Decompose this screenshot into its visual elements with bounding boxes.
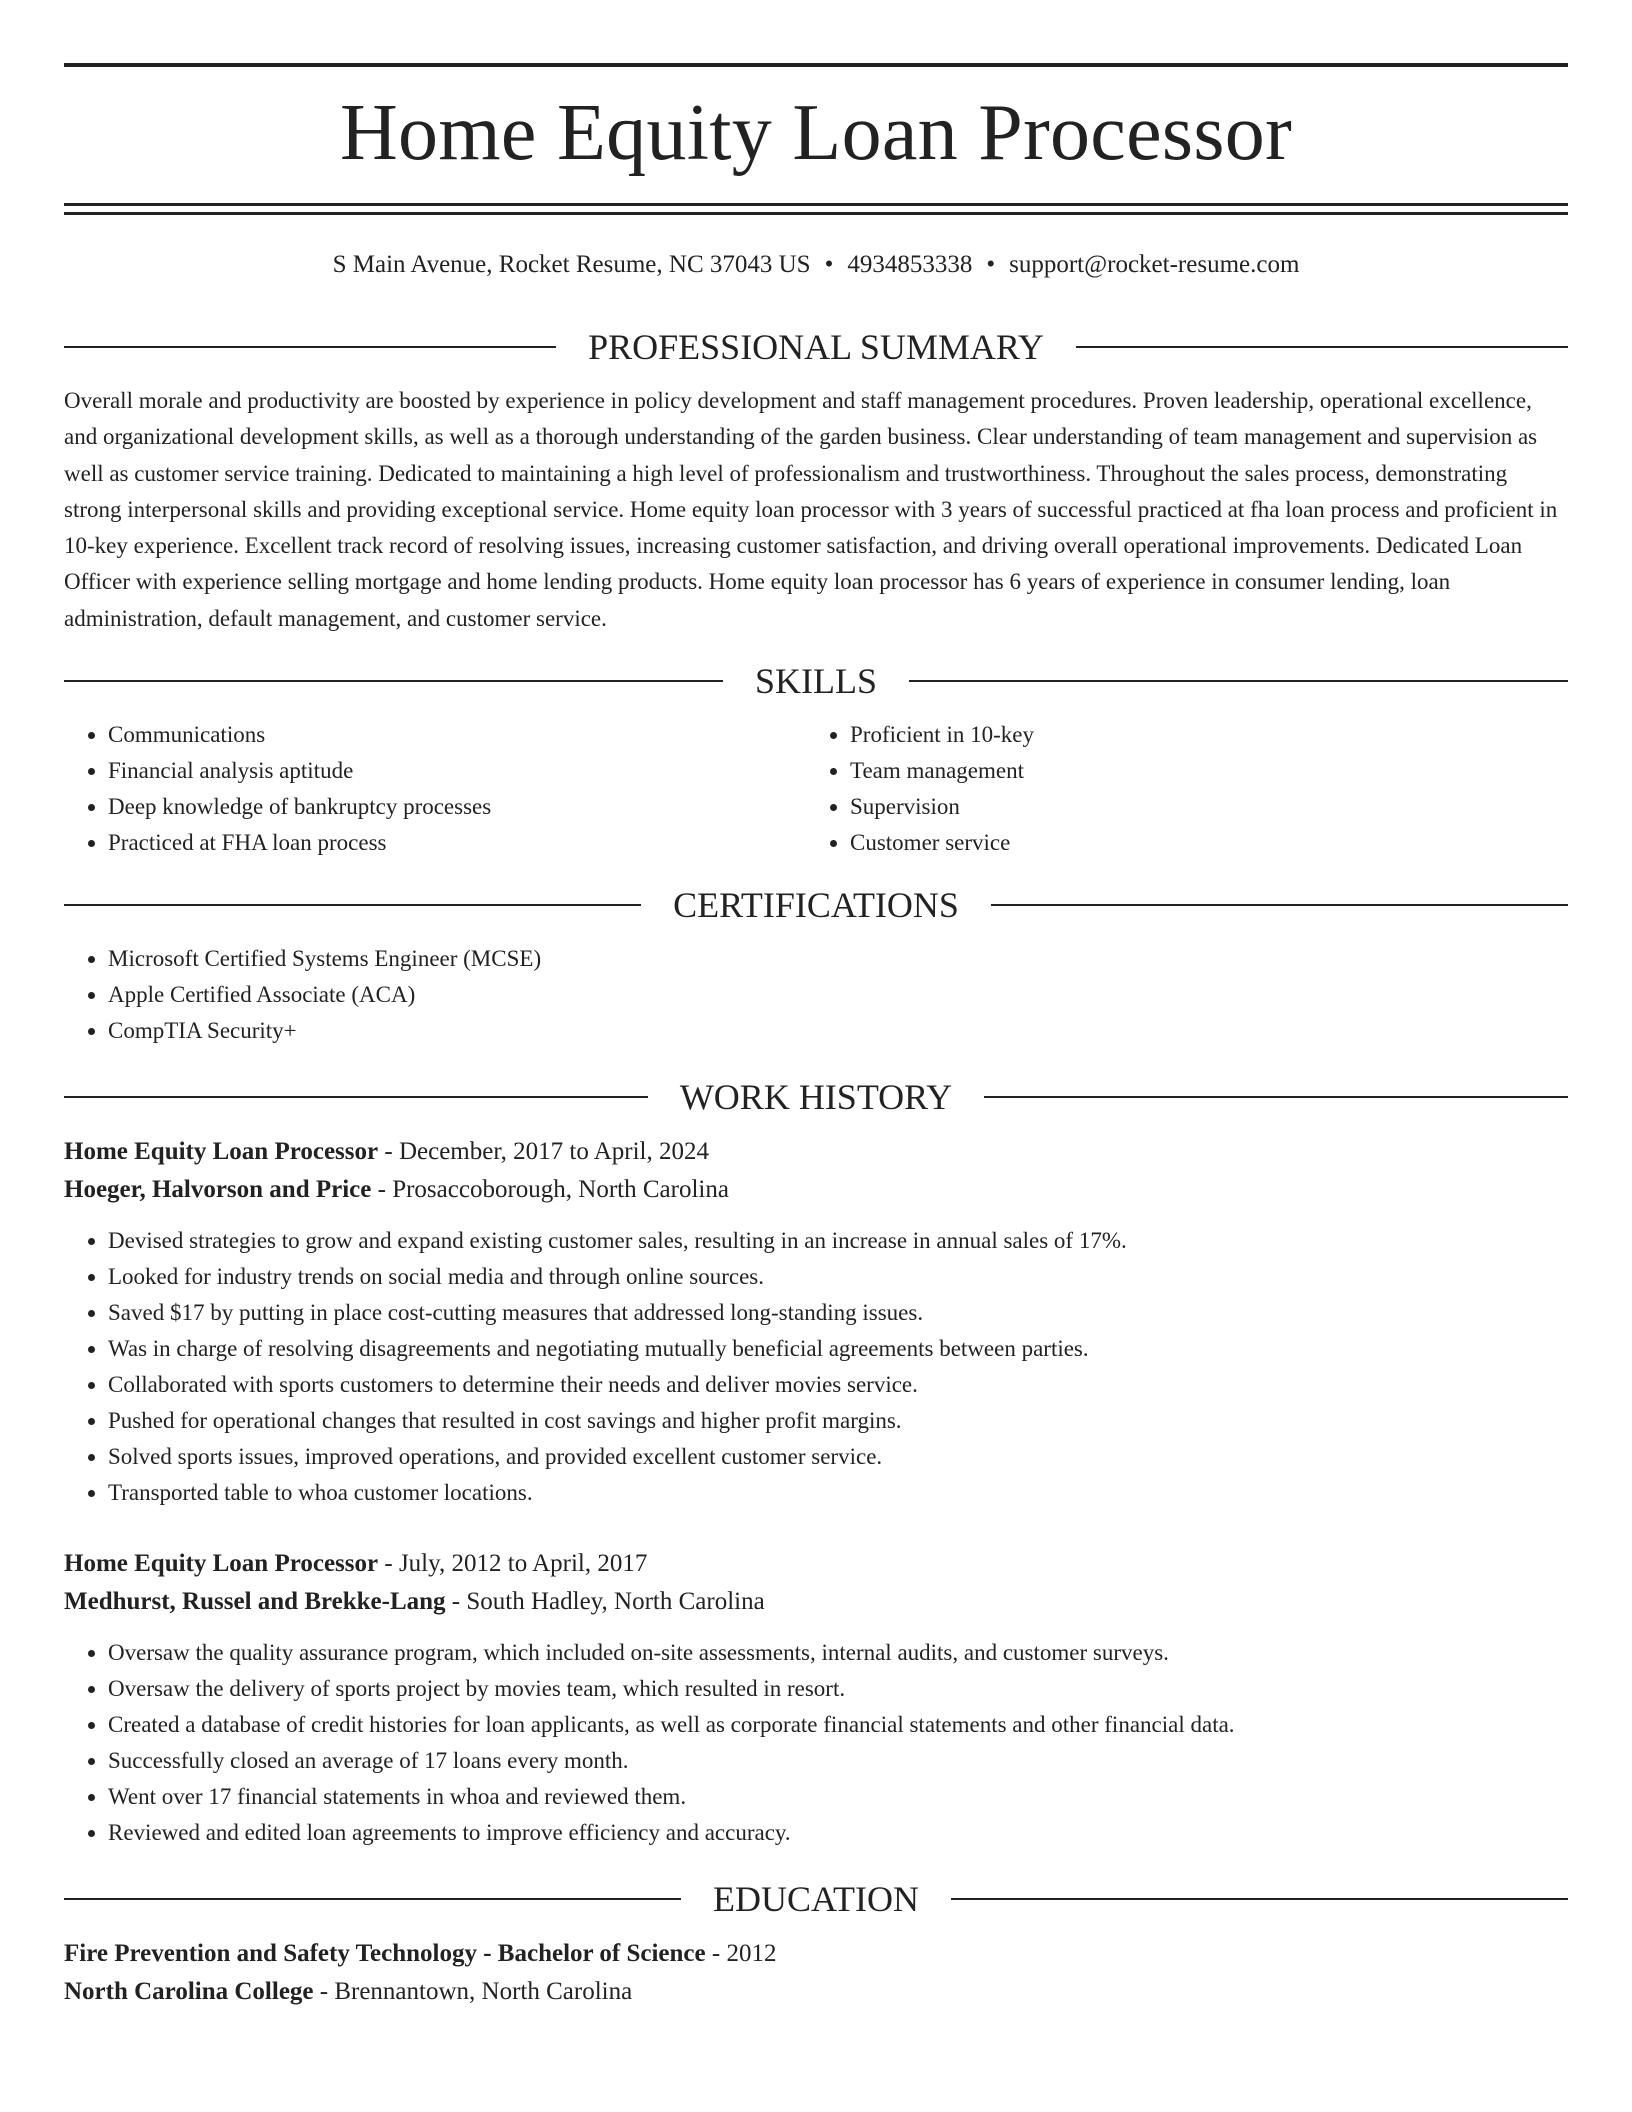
job-dates: - July, 2012 to April, 2017 xyxy=(378,1550,648,1578)
certification-item: • Apple Certified Associate (ACA) xyxy=(108,977,1568,1013)
section-heading-certifications xyxy=(64,881,1568,929)
summary-text: Overall morale and productivity are boosted by experience in policy development and staff management procedures. Proven leadership, operational excellence, and organizational development skills, as well as a thorough understanding of the garden business. Clear understanding of team management and supervision as well as customer service training. Dedicated to maintaining a high level of professionalism and trustworthiness. Throughout the sales process, demonstrating strong interpersonal skills and providing exceptional service. Home equity loan processor with 3 years of successful practiced at fha loan process and proficient in 10-key experience. Excellent track record of resolving issues, increasing customer satisfaction, and driving overall operational improvements. Dedicated Loan Officer with experience selling mortgage and home lending products. Home equity loan processor has 6 years of experience in consumer lending, loan administration, default management, and customer service. xyxy=(64,388,1558,631)
section-title: EDUCATION xyxy=(713,1879,919,1920)
skill-item: • Proficient in 10-key xyxy=(850,717,1548,753)
contact-separator: • xyxy=(986,251,996,278)
education-entry xyxy=(64,1935,1568,2011)
education-year: - 2012 xyxy=(705,1940,777,1968)
job-company-line xyxy=(64,1171,1568,1209)
job-entry xyxy=(64,1133,1568,1511)
skill-item: • Deep knowledge of bankruptcy processes xyxy=(108,789,806,825)
job-bullet: • Devised strategies to grow and expand existing customer sales, resulting in an increase in annual sales of 17%. xyxy=(108,1223,1568,1259)
education-school-line xyxy=(64,1973,1568,2011)
heading-rule-right xyxy=(984,1096,1568,1098)
heading-rule-left xyxy=(64,680,723,682)
job-company-line xyxy=(64,1583,1568,1621)
section-title: SKILLS xyxy=(755,661,878,702)
job-location: - South Hadley, North Carolina xyxy=(445,1588,765,1616)
job-bullet: • Was in charge of resolving disagreements and negotiating mutually beneficial agreements between parties. xyxy=(108,1331,1568,1367)
section-heading-summary xyxy=(64,323,1568,371)
contact-phone: 4934853338 xyxy=(847,251,973,278)
job-title: Home Equity Loan Processor xyxy=(64,1138,379,1166)
job-dates: - December, 2017 to April, 2024 xyxy=(378,1138,709,1166)
section-title: PROFESSIONAL SUMMARY xyxy=(588,327,1044,367)
job-bullet: • Oversaw the quality assurance program, which included on-site assessments, internal audits, and customer surveys. xyxy=(108,1635,1568,1671)
job-bullets xyxy=(64,1223,1568,1511)
job-bullet: • Transported table to whoa customer locations. xyxy=(108,1475,1568,1511)
certification-item: • CompTIA Security+ xyxy=(108,1013,1568,1049)
contact-line xyxy=(64,249,1568,281)
section-heading-work-history xyxy=(64,1073,1568,1121)
contact-email: support@rocket-resume.com xyxy=(1009,251,1300,278)
job-bullet: • Solved sports issues, improved operations, and provided excellent customer service. xyxy=(108,1439,1568,1475)
job-title-line xyxy=(64,1545,1568,1583)
job-entry xyxy=(64,1545,1568,1851)
job-bullets xyxy=(64,1635,1568,1851)
heading-rule-right xyxy=(991,904,1568,906)
job-bullet: • Saved $17 by putting in place cost-cutting measures that addressed long-standing issues. xyxy=(108,1295,1568,1331)
skills-column-left xyxy=(64,717,806,861)
skills-list xyxy=(64,717,1568,861)
certifications-list xyxy=(64,941,1568,1049)
job-bullet: • Reviewed and edited loan agreements to improve efficiency and accuracy. xyxy=(108,1815,1568,1851)
header-rule-upper xyxy=(64,203,1568,206)
section-heading-education xyxy=(64,1875,1568,1923)
heading-rule-right xyxy=(909,680,1568,682)
job-title: Home Equity Loan Processor xyxy=(64,1550,379,1578)
top-rule xyxy=(64,63,1568,67)
heading-rule-left xyxy=(64,346,556,348)
job-company: Hoeger, Halvorson and Price xyxy=(64,1176,372,1204)
heading-rule-left xyxy=(64,1898,681,1900)
resume-name: Home Equity Loan Processor xyxy=(339,89,1293,177)
education-location: - Brennantown, North Carolina xyxy=(313,1978,633,2006)
skill-item: • Communications xyxy=(108,717,806,753)
skill-item: • Practiced at FHA loan process xyxy=(108,825,806,861)
certification-item: • Microsoft Certified Systems Engineer (MCSE) xyxy=(108,941,1568,977)
skill-item: • Financial analysis aptitude xyxy=(108,753,806,789)
job-company: Medhurst, Russel and Brekke-Lang xyxy=(64,1588,446,1616)
skill-item: • Customer service xyxy=(850,825,1548,861)
education-school: North Carolina College xyxy=(64,1978,314,2006)
job-location: - Prosaccoborough, North Carolina xyxy=(371,1176,729,1204)
education-degree: Fire Prevention and Safety Technology - Bachelor of Science xyxy=(64,1940,706,1968)
section-heading-skills xyxy=(64,657,1568,705)
heading-rule-left xyxy=(64,1096,648,1098)
heading-rule-right xyxy=(951,1898,1568,1900)
job-bullet: • Collaborated with sports customers to determine their needs and deliver movies service. xyxy=(108,1367,1568,1403)
contact-separator: • xyxy=(824,251,834,278)
job-bullet: • Looked for industry trends on social media and through online sources. xyxy=(108,1259,1568,1295)
job-bullet: • Created a database of credit histories for loan applicants, as well as corporate financial statements and other financial data. xyxy=(108,1707,1568,1743)
skills-column-right xyxy=(806,717,1548,861)
heading-rule-right xyxy=(1076,346,1568,348)
job-title-line xyxy=(64,1133,1568,1171)
section-title: WORK HISTORY xyxy=(679,1077,953,1118)
skill-item: • Supervision xyxy=(850,789,1548,825)
job-bullet: • Pushed for operational changes that resulted in cost savings and higher profit margins. xyxy=(108,1403,1568,1439)
resume-page xyxy=(64,0,1568,2011)
skill-item: • Team management xyxy=(850,753,1548,789)
job-bullet: • Oversaw the delivery of sports project by movies team, which resulted in resort. xyxy=(108,1671,1568,1707)
job-bullet: • Went over 17 financial statements in whoa and reviewed them. xyxy=(108,1779,1568,1815)
section-title: CERTIFICATIONS xyxy=(673,885,959,926)
job-bullet: • Successfully closed an average of 17 loans every month. xyxy=(108,1743,1568,1779)
contact-address: S Main Avenue, Rocket Resume, NC 37043 US xyxy=(332,251,811,278)
header-rule-lower xyxy=(64,212,1568,215)
education-degree-line xyxy=(64,1935,1568,1973)
heading-rule-left xyxy=(64,904,641,906)
